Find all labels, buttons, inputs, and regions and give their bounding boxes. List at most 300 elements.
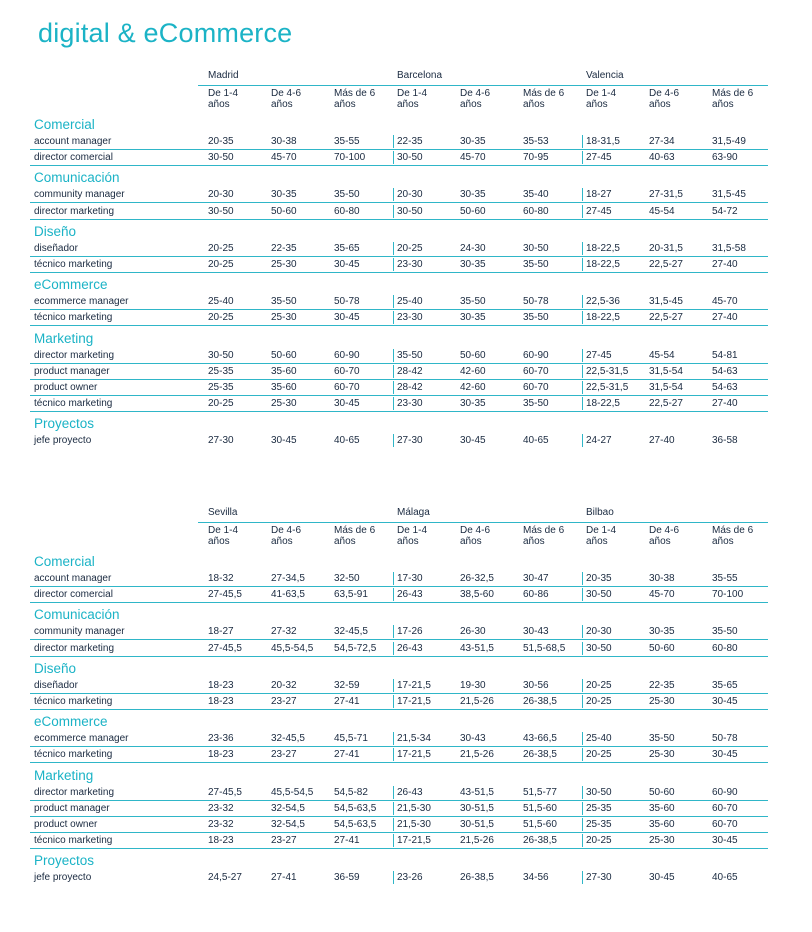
value-cell: 23-27 bbox=[271, 696, 297, 707]
value-cell: 26-38,5 bbox=[523, 749, 557, 761]
column-separator bbox=[582, 802, 583, 815]
value-cell: 45-70 bbox=[460, 152, 486, 164]
value-cell: 27-41 bbox=[334, 749, 360, 761]
value-cell: 25-30 bbox=[649, 749, 675, 761]
column-separator bbox=[393, 588, 394, 601]
column-separator bbox=[582, 748, 583, 761]
row-label: director marketing bbox=[34, 349, 115, 361]
row-label: director marketing bbox=[34, 642, 115, 654]
value-cell: 35-65 bbox=[712, 679, 738, 691]
row-rule bbox=[30, 848, 768, 849]
value-cell: 35-50 bbox=[523, 398, 549, 410]
column-separator bbox=[393, 732, 394, 745]
value-cell: 17-21,5 bbox=[397, 749, 431, 761]
value-cell: 63,5-91 bbox=[334, 589, 368, 601]
value-cell: 25-30 bbox=[649, 835, 675, 847]
column-separator bbox=[393, 625, 394, 638]
value-cell: 42-60 bbox=[460, 382, 486, 393]
value-cell: 23-30 bbox=[397, 398, 423, 410]
value-cell: 23-32 bbox=[208, 802, 234, 814]
value-cell: 25-30 bbox=[649, 696, 675, 707]
column-separator bbox=[582, 205, 583, 218]
value-cell: 30-35 bbox=[460, 189, 486, 201]
row-rule bbox=[30, 639, 768, 640]
value-cell: 30-50 bbox=[523, 242, 549, 254]
value-cell: 32-54,5 bbox=[271, 819, 305, 830]
value-cell: 54-72 bbox=[712, 205, 738, 217]
value-cell: 27-45,5 bbox=[208, 786, 242, 798]
value-cell: 34-56 bbox=[523, 872, 549, 884]
value-cell: 32-50 bbox=[334, 573, 360, 584]
value-cell: 20-25 bbox=[586, 696, 612, 707]
row-rule bbox=[30, 709, 768, 710]
value-cell: 26-38,5 bbox=[460, 872, 494, 884]
column-separator bbox=[582, 695, 583, 708]
value-cell: 22,5-27 bbox=[649, 312, 683, 324]
column-separator bbox=[582, 151, 583, 164]
row-label: community manager bbox=[34, 189, 125, 201]
value-cell: 63-90 bbox=[712, 152, 738, 164]
value-cell: 26-38,5 bbox=[523, 835, 557, 847]
value-cell: 22-35 bbox=[649, 679, 675, 691]
value-cell: 18-22,5 bbox=[586, 242, 620, 254]
column-separator bbox=[393, 397, 394, 410]
row-label: técnico marketing bbox=[34, 259, 113, 270]
value-cell: 32-59 bbox=[334, 679, 360, 691]
column-separator bbox=[393, 748, 394, 761]
value-cell: 21,5-26 bbox=[460, 835, 494, 847]
value-cell: 35-53 bbox=[523, 136, 549, 147]
column-separator bbox=[393, 151, 394, 164]
value-cell: 43-51,5 bbox=[460, 786, 494, 798]
row-rule bbox=[30, 800, 768, 801]
value-cell: 17-21,5 bbox=[397, 696, 431, 707]
value-cell: 26-43 bbox=[397, 589, 423, 601]
row-label: account manager bbox=[34, 573, 112, 584]
value-cell: 18-23 bbox=[208, 696, 234, 707]
value-cell: 20-35 bbox=[586, 573, 612, 584]
value-cell: 20-30 bbox=[397, 189, 423, 201]
value-cell: 60-70 bbox=[712, 802, 738, 814]
city-header: Málaga bbox=[397, 507, 430, 518]
value-cell: 22-35 bbox=[397, 136, 423, 147]
value-cell: 17-30 bbox=[397, 573, 423, 584]
value-cell: 25-35 bbox=[586, 802, 612, 814]
value-cell: 20-25 bbox=[586, 749, 612, 761]
column-header: De 1-4 años bbox=[208, 88, 239, 110]
column-separator bbox=[393, 818, 394, 831]
value-cell: 60-90 bbox=[712, 786, 738, 798]
column-separator bbox=[582, 311, 583, 324]
value-cell: 25-35 bbox=[208, 365, 234, 377]
value-cell: 30-50 bbox=[586, 786, 612, 798]
value-cell: 18-22,5 bbox=[586, 312, 620, 324]
row-rule bbox=[30, 325, 768, 326]
column-separator bbox=[393, 242, 394, 255]
city-rule bbox=[577, 522, 768, 523]
value-cell: 17-21,5 bbox=[397, 835, 431, 847]
city-rule bbox=[577, 85, 768, 86]
column-separator bbox=[393, 258, 394, 271]
column-header: De 4-6 años bbox=[649, 88, 680, 110]
value-cell: 45,5-54,5 bbox=[271, 786, 314, 798]
column-separator bbox=[582, 365, 583, 378]
column-separator bbox=[582, 786, 583, 799]
value-cell: 20-25 bbox=[208, 312, 234, 324]
value-cell: 30-43 bbox=[523, 626, 549, 638]
value-cell: 54,5-63,5 bbox=[334, 819, 377, 830]
row-rule bbox=[30, 746, 768, 747]
page-title: digital & eCommerce bbox=[38, 18, 293, 48]
row-label: técnico marketing bbox=[34, 696, 113, 707]
value-cell: 18-23 bbox=[208, 835, 234, 847]
row-rule bbox=[30, 762, 768, 763]
value-cell: 43-66,5 bbox=[523, 733, 557, 745]
value-cell: 20-25 bbox=[397, 242, 423, 254]
value-cell: 50-60 bbox=[271, 349, 297, 361]
column-separator bbox=[582, 349, 583, 362]
value-cell: 22,5-27 bbox=[649, 259, 683, 270]
column-header: De 4-6 años bbox=[460, 525, 491, 547]
value-cell: 30-50 bbox=[208, 205, 234, 217]
value-cell: 30-43 bbox=[460, 733, 486, 745]
value-cell: 27-41 bbox=[334, 696, 360, 707]
category-label: Comunicación bbox=[34, 170, 120, 186]
column-separator bbox=[582, 588, 583, 601]
value-cell: 21,5-26 bbox=[460, 749, 494, 761]
value-cell: 30-35 bbox=[460, 312, 486, 324]
column-separator bbox=[393, 434, 394, 447]
value-cell: 20-25 bbox=[208, 398, 234, 410]
category-label: eCommerce bbox=[34, 277, 108, 293]
value-cell: 35-50 bbox=[460, 296, 486, 308]
value-cell: 45,5-54,5 bbox=[271, 642, 314, 654]
column-separator bbox=[393, 365, 394, 378]
value-cell: 50-60 bbox=[460, 349, 486, 361]
row-label: director marketing bbox=[34, 786, 115, 798]
row-label: técnico marketing bbox=[34, 835, 113, 847]
value-cell: 41-63,5 bbox=[271, 589, 305, 601]
value-cell: 22,5-36 bbox=[586, 296, 620, 308]
column-header: De 1-4 años bbox=[397, 525, 428, 547]
value-cell: 31,5-54 bbox=[649, 382, 683, 393]
column-header: Más de 6 años bbox=[334, 88, 376, 110]
value-cell: 30-51,5 bbox=[460, 819, 494, 830]
value-cell: 25-35 bbox=[586, 819, 612, 830]
value-cell: 17-26 bbox=[397, 626, 423, 638]
value-cell: 35-60 bbox=[271, 382, 297, 393]
value-cell: 23-36 bbox=[208, 733, 234, 745]
category-label: Proyectos bbox=[34, 416, 95, 432]
value-cell: 40-63 bbox=[649, 152, 675, 164]
column-header: De 4-6 años bbox=[271, 525, 302, 547]
column-separator bbox=[393, 381, 394, 394]
value-cell: 17-21,5 bbox=[397, 679, 431, 691]
row-label: técnico marketing bbox=[34, 749, 113, 761]
column-separator bbox=[582, 295, 583, 308]
value-cell: 30-56 bbox=[523, 679, 549, 691]
value-cell: 22,5-31,5 bbox=[586, 365, 629, 377]
value-cell: 23-26 bbox=[397, 872, 423, 884]
value-cell: 21,5-26 bbox=[460, 696, 494, 707]
value-cell: 27-30 bbox=[586, 872, 612, 884]
row-label: director marketing bbox=[34, 205, 115, 217]
value-cell: 23-30 bbox=[397, 259, 423, 270]
city-rule bbox=[388, 522, 577, 523]
value-cell: 30-50 bbox=[586, 589, 612, 601]
value-cell: 54,5-63,5 bbox=[334, 802, 377, 814]
column-header: De 4-6 años bbox=[649, 525, 680, 547]
column-header: De 1-4 años bbox=[208, 525, 239, 547]
value-cell: 30-35 bbox=[649, 626, 675, 638]
row-label: product manager bbox=[34, 365, 110, 377]
column-separator bbox=[393, 188, 394, 201]
value-cell: 25-30 bbox=[271, 259, 297, 270]
row-rule bbox=[30, 411, 768, 412]
column-header: De 4-6 años bbox=[271, 88, 302, 110]
value-cell: 50-78 bbox=[334, 296, 360, 308]
value-cell: 35-50 bbox=[649, 733, 675, 745]
column-header: Más de 6 años bbox=[712, 88, 754, 110]
value-cell: 27-45,5 bbox=[208, 642, 242, 654]
value-cell: 54-63 bbox=[712, 382, 738, 393]
value-cell: 21,5-30 bbox=[397, 819, 431, 830]
value-cell: 20-30 bbox=[208, 189, 234, 201]
row-rule bbox=[30, 272, 768, 273]
value-cell: 26-38,5 bbox=[523, 696, 557, 707]
value-cell: 70-100 bbox=[334, 152, 366, 164]
value-cell: 31,5-45 bbox=[712, 189, 746, 201]
value-cell: 50-60 bbox=[271, 205, 297, 217]
column-header: Más de 6 años bbox=[712, 525, 754, 547]
value-cell: 30-45 bbox=[712, 835, 738, 847]
column-separator bbox=[582, 258, 583, 271]
value-cell: 35-65 bbox=[334, 242, 360, 254]
row-rule bbox=[30, 149, 768, 150]
value-cell: 24,5-27 bbox=[208, 872, 242, 884]
value-cell: 51,5-60 bbox=[523, 819, 557, 830]
category-label: Comercial bbox=[34, 554, 95, 569]
value-cell: 30-45 bbox=[334, 312, 360, 324]
column-separator bbox=[582, 434, 583, 447]
value-cell: 18-32 bbox=[208, 573, 234, 584]
row-rule bbox=[30, 363, 768, 364]
value-cell: 30-50 bbox=[397, 205, 423, 217]
row-label: diseñador bbox=[34, 679, 78, 691]
value-cell: 27-34,5 bbox=[271, 573, 305, 584]
value-cell: 26-43 bbox=[397, 642, 423, 654]
value-cell: 18-23 bbox=[208, 749, 234, 761]
value-cell: 27-41 bbox=[271, 872, 297, 884]
value-cell: 50-78 bbox=[523, 296, 549, 308]
row-rule bbox=[30, 816, 768, 817]
column-separator bbox=[393, 311, 394, 324]
value-cell: 26-32,5 bbox=[460, 573, 494, 584]
value-cell: 27-31,5 bbox=[649, 189, 683, 201]
category-label: Comunicación bbox=[34, 607, 120, 623]
value-cell: 35-50 bbox=[523, 312, 549, 324]
row-label: director comercial bbox=[34, 152, 113, 164]
value-cell: 30-38 bbox=[271, 136, 297, 147]
value-cell: 35-60 bbox=[649, 802, 675, 814]
value-cell: 40-65 bbox=[334, 435, 360, 447]
value-cell: 35-50 bbox=[397, 349, 423, 361]
column-header: Más de 6 años bbox=[334, 525, 376, 547]
value-cell: 24-30 bbox=[460, 242, 486, 254]
value-cell: 30-50 bbox=[208, 349, 234, 361]
row-label: product manager bbox=[34, 802, 110, 814]
value-cell: 27-45 bbox=[586, 205, 612, 217]
column-header: De 1-4 años bbox=[586, 88, 617, 110]
value-cell: 60-70 bbox=[712, 819, 738, 830]
category-label: eCommerce bbox=[34, 714, 108, 730]
column-separator bbox=[582, 381, 583, 394]
value-cell: 28-42 bbox=[397, 382, 423, 393]
value-cell: 31,5-45 bbox=[649, 296, 683, 308]
value-cell: 35-55 bbox=[712, 573, 738, 584]
value-cell: 50-60 bbox=[460, 205, 486, 217]
value-cell: 26-30 bbox=[460, 626, 486, 638]
value-cell: 50-60 bbox=[649, 786, 675, 798]
value-cell: 27-40 bbox=[712, 312, 738, 324]
column-separator bbox=[582, 572, 583, 585]
value-cell: 38,5-60 bbox=[460, 589, 494, 601]
column-header: Más de 6 años bbox=[523, 88, 565, 110]
row-rule bbox=[30, 309, 768, 310]
row-label: community manager bbox=[34, 626, 125, 638]
column-separator bbox=[582, 642, 583, 655]
value-cell: 31,5-58 bbox=[712, 242, 746, 254]
value-cell: 27-40 bbox=[649, 435, 675, 447]
value-cell: 30-45 bbox=[334, 259, 360, 270]
city-header: Valencia bbox=[586, 70, 624, 81]
row-label: jefe proyecto bbox=[34, 435, 92, 447]
column-header: De 1-4 años bbox=[397, 88, 428, 110]
value-cell: 20-25 bbox=[208, 242, 234, 254]
value-cell: 21,5-34 bbox=[397, 733, 431, 745]
column-separator bbox=[582, 732, 583, 745]
value-cell: 25-40 bbox=[586, 733, 612, 745]
value-cell: 27-41 bbox=[334, 835, 360, 847]
row-label: account manager bbox=[34, 136, 112, 147]
value-cell: 27-45 bbox=[586, 152, 612, 164]
row-label: diseñador bbox=[34, 242, 78, 254]
value-cell: 54,5-72,5 bbox=[334, 642, 377, 654]
city-header: Madrid bbox=[208, 70, 239, 81]
value-cell: 30-45 bbox=[460, 435, 486, 447]
value-cell: 54-81 bbox=[712, 349, 738, 361]
value-cell: 60-70 bbox=[523, 382, 549, 393]
city-rule bbox=[198, 522, 388, 523]
value-cell: 45-54 bbox=[649, 205, 675, 217]
column-separator bbox=[582, 871, 583, 884]
value-cell: 60-86 bbox=[523, 589, 549, 601]
column-separator bbox=[582, 242, 583, 255]
column-separator bbox=[582, 818, 583, 831]
row-rule bbox=[30, 832, 768, 833]
column-separator bbox=[393, 695, 394, 708]
row-rule bbox=[30, 586, 768, 587]
row-rule bbox=[30, 219, 768, 220]
value-cell: 45-70 bbox=[649, 589, 675, 601]
value-cell: 51,5-68,5 bbox=[523, 642, 566, 654]
row-rule bbox=[30, 379, 768, 380]
row-label: jefe proyecto bbox=[34, 872, 92, 884]
column-separator bbox=[582, 188, 583, 201]
value-cell: 70-95 bbox=[523, 152, 549, 164]
value-cell: 35-60 bbox=[649, 819, 675, 830]
value-cell: 35-50 bbox=[334, 189, 360, 201]
column-separator bbox=[393, 205, 394, 218]
column-separator bbox=[582, 397, 583, 410]
column-separator bbox=[393, 135, 394, 148]
value-cell: 30-47 bbox=[523, 573, 549, 584]
value-cell: 51,5-60 bbox=[523, 802, 557, 814]
value-cell: 18-22,5 bbox=[586, 398, 620, 410]
row-rule bbox=[30, 602, 768, 603]
value-cell: 31,5-49 bbox=[712, 136, 746, 147]
value-cell: 35-55 bbox=[334, 136, 360, 147]
value-cell: 30-45 bbox=[712, 749, 738, 761]
column-separator bbox=[393, 871, 394, 884]
value-cell: 30-35 bbox=[460, 398, 486, 410]
value-cell: 23-27 bbox=[271, 749, 297, 761]
row-rule bbox=[30, 202, 768, 203]
city-header: Barcelona bbox=[397, 70, 443, 81]
value-cell: 18-22,5 bbox=[586, 259, 620, 270]
value-cell: 60-70 bbox=[334, 365, 360, 377]
value-cell: 22-35 bbox=[271, 242, 297, 254]
column-separator bbox=[582, 834, 583, 847]
value-cell: 30-35 bbox=[271, 189, 297, 201]
value-cell: 32-45,5 bbox=[334, 626, 368, 638]
value-cell: 25-40 bbox=[208, 296, 234, 308]
value-cell: 20-31,5 bbox=[649, 242, 683, 254]
value-cell: 30-50 bbox=[586, 642, 612, 654]
row-label: product owner bbox=[34, 819, 98, 830]
column-separator bbox=[393, 802, 394, 815]
value-cell: 35-50 bbox=[271, 296, 297, 308]
column-separator bbox=[393, 642, 394, 655]
column-separator bbox=[582, 679, 583, 692]
value-cell: 27-40 bbox=[712, 259, 738, 270]
category-label: Proyectos bbox=[34, 853, 95, 869]
row-rule bbox=[30, 693, 768, 694]
category-label: Marketing bbox=[34, 330, 94, 346]
value-cell: 27-30 bbox=[397, 435, 423, 447]
value-cell: 30-38 bbox=[649, 573, 675, 584]
value-cell: 45-54 bbox=[649, 349, 675, 361]
category-label: Comercial bbox=[34, 117, 95, 132]
value-cell: 20-32 bbox=[271, 679, 297, 691]
value-cell: 60-80 bbox=[334, 205, 360, 217]
value-cell: 18-23 bbox=[208, 679, 234, 691]
category-label: Marketing bbox=[34, 767, 94, 783]
value-cell: 32-45,5 bbox=[271, 733, 305, 745]
value-cell: 36-58 bbox=[712, 435, 738, 447]
value-cell: 27-34 bbox=[649, 136, 675, 147]
value-cell: 42-60 bbox=[460, 365, 486, 377]
row-label: director comercial bbox=[34, 589, 113, 601]
value-cell: 20-35 bbox=[208, 136, 234, 147]
value-cell: 22,5-27 bbox=[649, 398, 683, 410]
value-cell: 30-50 bbox=[397, 152, 423, 164]
value-cell: 30-45 bbox=[712, 696, 738, 707]
salary-table bbox=[0, 507, 812, 927]
value-cell: 50-78 bbox=[712, 733, 738, 745]
column-header: De 4-6 años bbox=[460, 88, 491, 110]
value-cell: 60-90 bbox=[334, 349, 360, 361]
